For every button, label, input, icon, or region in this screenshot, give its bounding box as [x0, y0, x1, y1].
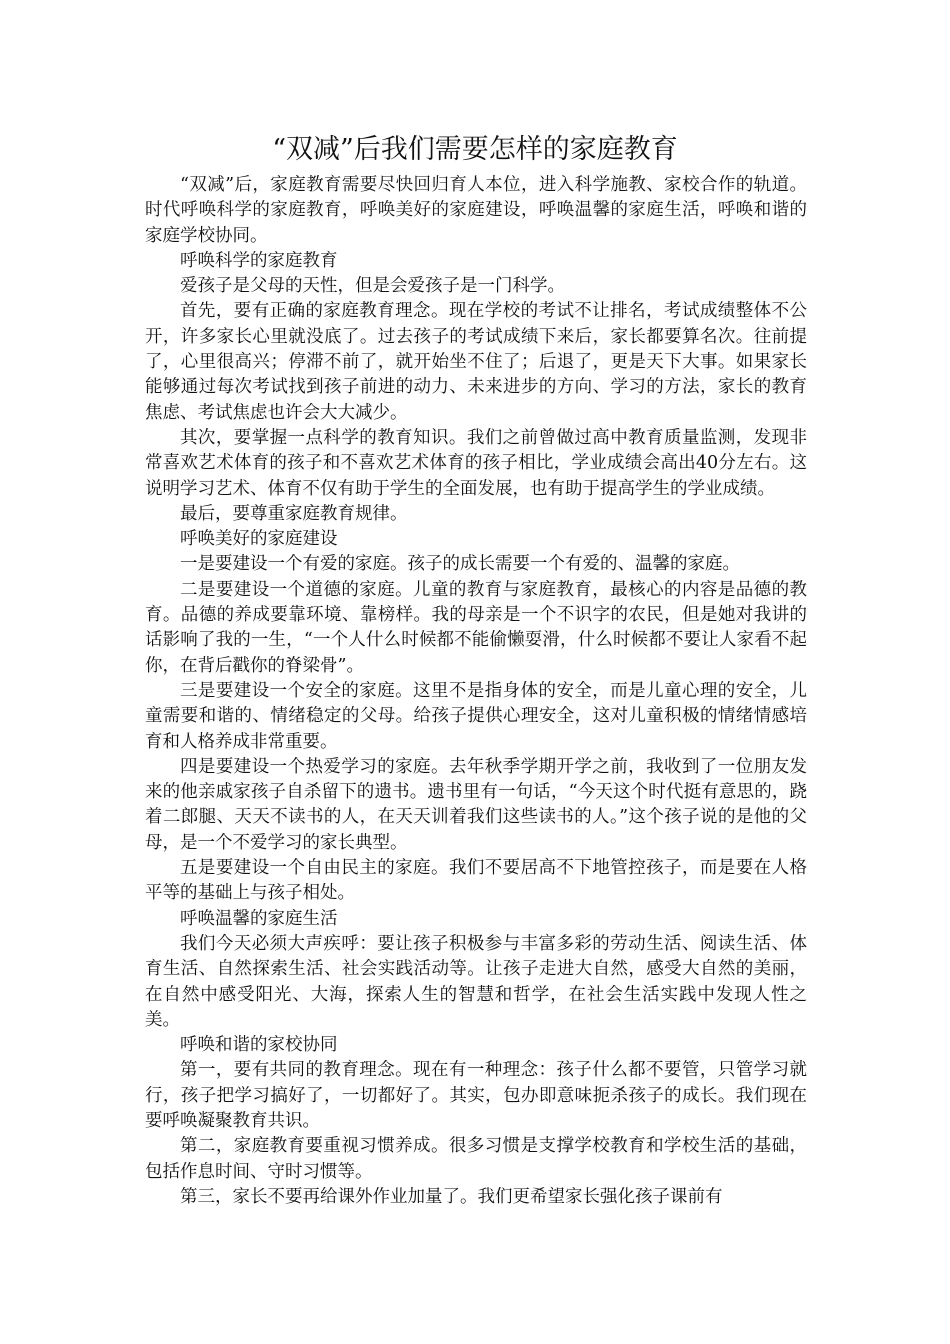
body-paragraph: 第三，家长不要再给课外作业加量了。我们更希望家长强化孩子课前有 [180, 1186, 723, 1207]
body-paragraph: 第二，家庭教育要重视习惯养成。很多习惯是支撑学校教育和学校生活的基础，包括作息时间、守时习惯等。 [145, 1136, 807, 1182]
body-paragraph: 爱孩子是父母的天性，但是会爱孩子是一门科学。 [180, 276, 565, 297]
document-title: “双减”后我们需要怎样的家庭教育 [272, 134, 678, 165]
body-paragraph: 一是要建设一个有爱的家庭。孩子的成长需要一个有爱的、温馨的家庭。 [180, 554, 740, 575]
body-paragraph: 首先，要有正确的家庭教育理念。现在学校的考试不让排名，考试成绩整体不公开，许多家长心里就没底了。过去孩子的考试成绩下来后，家长都要算名次。往前提了，心里很高兴；停滞不前了，就开始坐不住了；后退了，更是天下大事。如果家长能够通过每次考试找到孩子前进的动力、未来进步的方向、学习的方法，家长的教育焦虑、考试焦虑也许会大大减少。 [145, 301, 807, 423]
body-paragraph: 四是要建设一个热爱学习的家庭。去年秋季学期开学之前，我收到了一位朋友发来的他亲戚家孩子自杀留下的遗书。遗书里有一句话，“今天这个时代挺有意思的，跷着二郎腿、天天不读书的人，在天天训着我们这些读书的人。”这个孩子说的是他的父母，是一个不爱学习的家长典型。 [145, 756, 807, 853]
intro-paragraph: “双减”后，家庭教育需要尽快回归育人本位，进入科学施教、家校合作的轨道。时代呼唤科学的家庭教育，呼唤美好的家庭建设，呼唤温馨的家庭生活，呼唤和谐的家庭学校协同。 [145, 175, 807, 246]
body-paragraph: 二是要建设一个道德的家庭。儿童的教育与家庭教育，最核心的内容是品德的教育。品德的养成要靠环境、靠榜样。我的母亲是一个不识字的农民，但是她对我讲的话影响了我的一生，“一个人什么时候都不能偷懒耍滑，什么时候都不要让人家看不起你，在背后戳你的脊梁骨”。 [145, 579, 807, 676]
body-paragraph: 三是要建设一个安全的家庭。这里不是指身体的安全，而是儿童心理的安全，儿童需要和谐的、情绪稳定的父母。给孩子提供心理安全，这对儿童积极的情绪情感培育和人格养成非常重要。 [145, 680, 807, 752]
section-heading-family-life: 呼唤温馨的家庭生活 [180, 908, 338, 929]
body-paragraph: 我们今天必须大声疾呼：要让孩子积极参与丰富多彩的劳动生活、阅读生活、体育生活、自然探索生活、社会实践活动等。让孩子走进大自然，感受大自然的美丽，在自然中感受阳光、大海，探索人生的智慧和哲学，在社会生活实践中发现人性之美。 [145, 933, 807, 1030]
body-paragraph: 其次，要掌握一点科学的教育知识。我们之前曾做过高中教育质量监测，发现非常喜欢艺术体育的孩子和不喜欢艺术体育的孩子相比，学业成绩会高出40分左右。这说明学习艺术、体育不仅有助于学生的全面发展，也有助于提高学生的学业成绩。 [145, 427, 807, 499]
section-heading-scientific-education: 呼唤科学的家庭教育 [180, 250, 338, 271]
body-paragraph: 五是要建设一个自由民主的家庭。我们不要居高不下地管控孩子，而是要在人格平等的基础上与孩子相处。 [145, 858, 807, 904]
body-paragraph: 最后，要尊重家庭教育规律。 [180, 503, 408, 524]
body-paragraph: 第一，要有共同的教育理念。现在有一种理念：孩子什么都不要管，只管学习就行，孩子把学习搞好了，一切都好了。其实，包办即意味扼杀孩子的成长。我们现在要呼唤凝聚教育共识。 [145, 1060, 807, 1131]
section-heading-home-school: 呼唤和谐的家校协同 [180, 1035, 338, 1056]
document-body [145, 173, 807, 1210]
section-heading-family-building: 呼唤美好的家庭建设 [180, 529, 338, 550]
